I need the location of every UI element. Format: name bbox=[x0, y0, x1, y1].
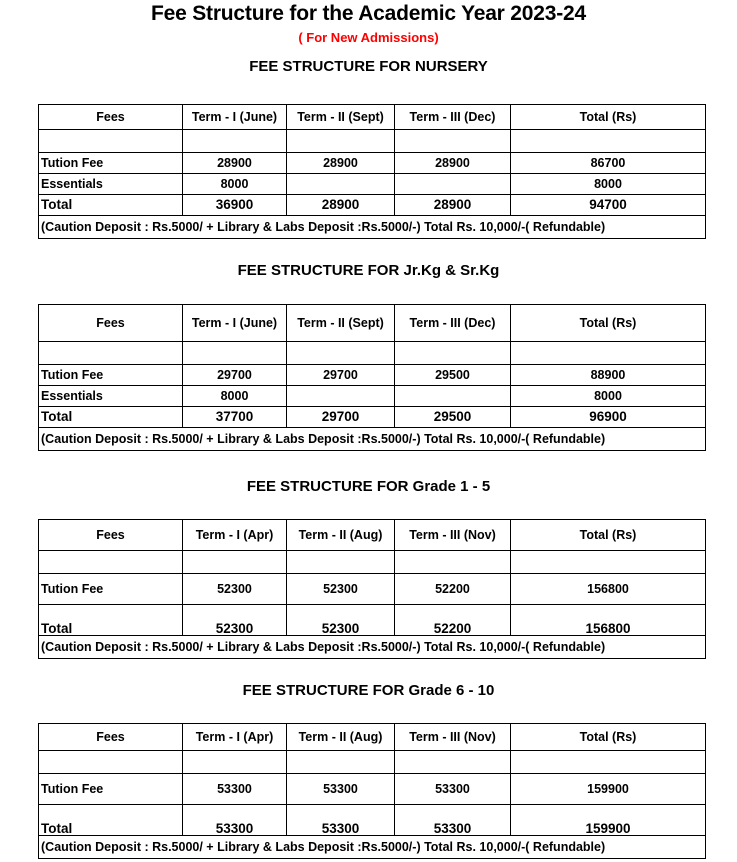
table-cell: 96900 bbox=[511, 407, 706, 428]
page-subtitle: ( For New Admissions) bbox=[298, 30, 439, 45]
row-label: Essentials bbox=[39, 174, 183, 195]
deposit-note: (Caution Deposit : Rs.5000/ + Library & Labs Deposit :Rs.5000/-) Total Rs. 10,000/-( Refundable) bbox=[39, 216, 706, 239]
row-label: Tution Fee bbox=[39, 774, 183, 805]
row-label: Tution Fee bbox=[39, 365, 183, 386]
table-cell: 8000 bbox=[183, 174, 287, 195]
table-row bbox=[39, 365, 706, 386]
table-cell: 37700 bbox=[183, 407, 287, 428]
table-cell: 28900 bbox=[287, 153, 395, 174]
table-total-row bbox=[39, 605, 706, 636]
deposit-note-row bbox=[39, 428, 706, 451]
table-cell: 52200 bbox=[395, 574, 511, 605]
table-cell: 29700 bbox=[183, 365, 287, 386]
table-cell: 94700 bbox=[511, 195, 706, 216]
column-header: Term - I (Apr) bbox=[183, 520, 287, 551]
section-heading-grade-1-5: FEE STRUCTURE FOR Grade 1 - 5 bbox=[246, 478, 491, 495]
table-cell: 8000 bbox=[511, 386, 706, 407]
column-header: Term - II (Aug) bbox=[287, 520, 395, 551]
column-header: Total (Rs) bbox=[511, 724, 706, 751]
table-cell: 52300 bbox=[183, 605, 287, 636]
table-cell: 52300 bbox=[183, 574, 287, 605]
fee-table-grade-6-10 bbox=[38, 723, 706, 859]
table-header-row bbox=[39, 105, 706, 130]
table-cell: 52300 bbox=[287, 574, 395, 605]
table-cell: 29500 bbox=[395, 407, 511, 428]
column-header: Term - III (Dec) bbox=[395, 105, 511, 130]
table-cell: 53300 bbox=[287, 805, 395, 836]
column-header: Fees bbox=[39, 105, 183, 130]
page-title: Fee Structure for the Academic Year 2023-24 bbox=[151, 2, 586, 25]
column-header: Total (Rs) bbox=[511, 520, 706, 551]
table-cell: 53300 bbox=[395, 805, 511, 836]
column-header: Term - I (Apr) bbox=[183, 724, 287, 751]
table-cell: 86700 bbox=[511, 153, 706, 174]
column-header: Fees bbox=[39, 305, 183, 342]
column-header: Term - II (Sept) bbox=[287, 305, 395, 342]
table-cell: 29700 bbox=[287, 407, 395, 428]
section-heading-kg: FEE STRUCTURE FOR Jr.Kg & Sr.Kg bbox=[237, 262, 500, 279]
row-label: Tution Fee bbox=[39, 574, 183, 605]
deposit-note: (Caution Deposit : Rs.5000/ + Library & Labs Deposit :Rs.5000/-) Total Rs. 10,000/-( Refundable) bbox=[39, 428, 706, 451]
table-total-row bbox=[39, 805, 706, 836]
table-spacer-row bbox=[39, 751, 706, 774]
table-cell: 52200 bbox=[395, 605, 511, 636]
row-label: Total bbox=[39, 605, 183, 636]
column-header: Fees bbox=[39, 724, 183, 751]
table-header-row bbox=[39, 724, 706, 751]
table-cell: 156800 bbox=[511, 574, 706, 605]
table-header-row bbox=[39, 520, 706, 551]
table-cell: 28900 bbox=[395, 195, 511, 216]
deposit-note-row bbox=[39, 836, 706, 859]
table-cell: 52300 bbox=[287, 605, 395, 636]
column-header: Term - II (Sept) bbox=[287, 105, 395, 130]
column-header: Fees bbox=[39, 520, 183, 551]
table-cell bbox=[395, 174, 511, 195]
table-row bbox=[39, 153, 706, 174]
table-cell: 159900 bbox=[511, 774, 706, 805]
row-label: Total bbox=[39, 195, 183, 216]
column-header: Term - III (Nov) bbox=[395, 724, 511, 751]
table-total-row bbox=[39, 407, 706, 428]
table-spacer-row bbox=[39, 130, 706, 153]
row-label: Tution Fee bbox=[39, 153, 183, 174]
table-cell: 53300 bbox=[395, 774, 511, 805]
table-cell: 28900 bbox=[183, 153, 287, 174]
table-row bbox=[39, 574, 706, 605]
deposit-note-row bbox=[39, 636, 706, 659]
table-cell: 28900 bbox=[395, 153, 511, 174]
fee-table-kg bbox=[38, 304, 706, 451]
table-total-row bbox=[39, 195, 706, 216]
row-label: Essentials bbox=[39, 386, 183, 407]
column-header: Total (Rs) bbox=[511, 105, 706, 130]
section-heading-nursery: FEE STRUCTURE FOR NURSERY bbox=[249, 58, 488, 75]
row-label: Total bbox=[39, 805, 183, 836]
deposit-note-row bbox=[39, 216, 706, 239]
table-cell bbox=[287, 174, 395, 195]
section-heading-grade-6-10: FEE STRUCTURE FOR Grade 6 - 10 bbox=[242, 682, 495, 699]
column-header: Total (Rs) bbox=[511, 305, 706, 342]
table-spacer-row bbox=[39, 342, 706, 365]
fee-table-grade-1-5 bbox=[38, 519, 706, 659]
deposit-note: (Caution Deposit : Rs.5000/ + Library & Labs Deposit :Rs.5000/-) Total Rs. 10,000/-( Refundable) bbox=[39, 836, 706, 859]
deposit-note: (Caution Deposit : Rs.5000/ + Library & Labs Deposit :Rs.5000/-) Total Rs. 10,000/-( Refundable) bbox=[39, 636, 706, 659]
row-label: Total bbox=[39, 407, 183, 428]
table-row bbox=[39, 174, 706, 195]
table-cell bbox=[395, 386, 511, 407]
table-spacer-row bbox=[39, 551, 706, 574]
table-cell: 29700 bbox=[287, 365, 395, 386]
column-header: Term - I (June) bbox=[183, 305, 287, 342]
table-cell: 36900 bbox=[183, 195, 287, 216]
fee-table-nursery bbox=[38, 104, 706, 239]
column-header: Term - I (June) bbox=[183, 105, 287, 130]
column-header: Term - III (Dec) bbox=[395, 305, 511, 342]
table-cell: 8000 bbox=[183, 386, 287, 407]
table-cell: 88900 bbox=[511, 365, 706, 386]
table-cell: 29500 bbox=[395, 365, 511, 386]
table-cell: 159900 bbox=[511, 805, 706, 836]
table-cell: 8000 bbox=[511, 174, 706, 195]
table-header-row bbox=[39, 305, 706, 342]
table-cell: 53300 bbox=[183, 774, 287, 805]
column-header: Term - III (Nov) bbox=[395, 520, 511, 551]
table-cell: 156800 bbox=[511, 605, 706, 636]
table-cell bbox=[287, 386, 395, 407]
table-cell: 28900 bbox=[287, 195, 395, 216]
table-row bbox=[39, 774, 706, 805]
table-cell: 53300 bbox=[183, 805, 287, 836]
column-header: Term - II (Aug) bbox=[287, 724, 395, 751]
table-cell: 53300 bbox=[287, 774, 395, 805]
table-row bbox=[39, 386, 706, 407]
